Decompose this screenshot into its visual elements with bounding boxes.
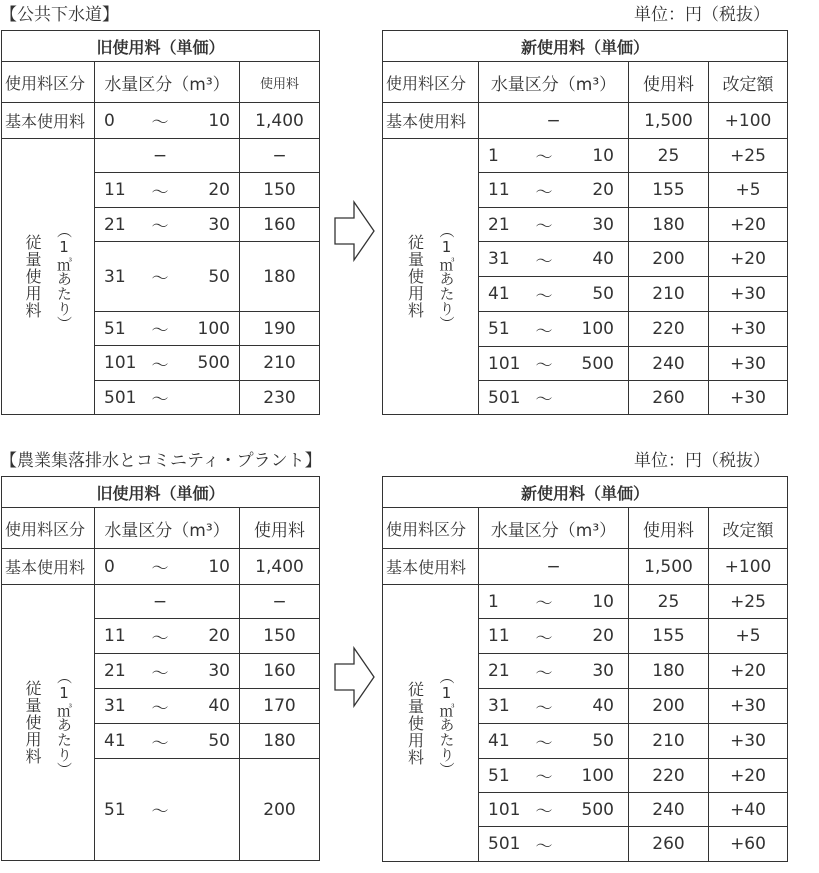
fee-cell: 1,500 xyxy=(629,549,709,585)
s2-new-table-title: 新使用料（単価） xyxy=(383,477,788,508)
right-arrow-icon xyxy=(334,200,376,262)
fee-cell: 150 xyxy=(240,173,320,208)
fee-cell: 155 xyxy=(629,173,709,208)
fee-cell: 180 xyxy=(629,208,709,242)
fee-cell: 240 xyxy=(629,793,709,827)
range-to: 30 xyxy=(208,214,230,235)
volume-range xyxy=(95,585,240,619)
range-from: 41 xyxy=(488,284,510,304)
volume-range xyxy=(95,381,240,415)
range-to: 30 xyxy=(208,661,230,681)
range-from: 31 xyxy=(488,696,510,716)
range-from: 101 xyxy=(488,799,521,820)
diff-cell: +30 xyxy=(709,724,788,759)
fee-cell: 220 xyxy=(629,312,709,347)
range-to: 20 xyxy=(592,626,614,646)
range-separator: 〜 xyxy=(151,217,169,237)
range-from: 21 xyxy=(104,214,126,235)
fee-cell: 200 xyxy=(629,242,709,277)
volume-range xyxy=(479,793,629,827)
range-separator: 〜 xyxy=(535,698,553,719)
section1-title: 【公共下水道】 xyxy=(0,5,119,25)
range-to: 500 xyxy=(197,353,230,373)
range-from: 31 xyxy=(104,266,126,287)
range-separator: 〜 xyxy=(151,321,169,341)
volume-range: − xyxy=(479,103,629,139)
fee-cell: 210 xyxy=(629,277,709,312)
range-separator: 〜 xyxy=(151,733,169,754)
table-row xyxy=(383,139,788,173)
volume-fee-label: 従量使用料 xyxy=(405,680,425,766)
s1-old-basic-label: 基本使用料 xyxy=(2,103,95,139)
range-to: 40 xyxy=(208,696,230,716)
s1-old-header-volume: 水量区分（m³） xyxy=(95,62,240,103)
range-from: 0 xyxy=(104,556,115,577)
diff-cell: +100 xyxy=(709,103,788,139)
s1-new-fee-table xyxy=(382,30,788,415)
fee-cell: 210 xyxy=(240,346,320,381)
range-to: 500 xyxy=(581,799,614,820)
diff-cell: +20 xyxy=(709,208,788,242)
s1-new-volume-label xyxy=(383,139,479,415)
range-to: 100 xyxy=(197,318,230,339)
volume-range xyxy=(95,103,240,139)
volume-range xyxy=(479,381,629,415)
range-from: 0 xyxy=(104,110,115,131)
s2-old-basic-label: 基本使用料 xyxy=(2,549,95,585)
volume-range xyxy=(95,549,240,585)
fee-cell: 180 xyxy=(629,654,709,689)
s2-new-header-volume: 水量区分（m³） xyxy=(479,508,629,549)
volume-range xyxy=(479,347,629,381)
volume-range xyxy=(479,585,629,619)
fee-cell: 220 xyxy=(629,759,709,793)
diff-cell: +30 xyxy=(709,689,788,724)
s1-old-volume-label xyxy=(2,139,95,415)
diff-cell: +25 xyxy=(709,139,788,173)
fee-cell: 155 xyxy=(629,619,709,654)
volume-range xyxy=(479,619,629,654)
range-separator: 〜 xyxy=(151,802,169,822)
diff-cell: +20 xyxy=(709,654,788,689)
table-row xyxy=(383,585,788,619)
range-from: 41 xyxy=(488,731,510,751)
s1-new-table-title: 新使用料（単価） xyxy=(383,31,788,62)
range-from: 31 xyxy=(488,249,510,269)
volume-range xyxy=(479,173,629,208)
volume-range xyxy=(479,654,629,689)
diff-cell: +30 xyxy=(709,381,788,415)
range-separator: 〜 xyxy=(151,698,169,719)
range-to: 10 xyxy=(208,110,230,131)
range-from: 11 xyxy=(488,626,510,646)
right-arrow-icon xyxy=(334,646,376,708)
range-from: 51 xyxy=(488,319,510,339)
range-from: 11 xyxy=(104,180,126,200)
volume-fee-label: 従量使用料 xyxy=(23,680,42,765)
range-from: 21 xyxy=(488,661,510,681)
volume-range xyxy=(479,759,629,793)
fee-cell: 160 xyxy=(240,208,320,242)
volume-range xyxy=(95,759,240,861)
table-row xyxy=(2,549,320,585)
s1-old-table-title: 旧使用料（単価） xyxy=(2,31,320,62)
range-to: 50 xyxy=(592,731,614,751)
range-from: 21 xyxy=(104,661,126,681)
volume-range xyxy=(95,139,240,173)
fee-cell: 1,500 xyxy=(629,103,709,139)
volume-range xyxy=(95,689,240,724)
volume-range xyxy=(95,173,240,208)
fee-cell: 200 xyxy=(629,689,709,724)
section2-title: 【農業集落排水とコミニティ・プラント】 xyxy=(0,451,322,471)
fee-cell: 260 xyxy=(629,381,709,415)
table-row xyxy=(383,103,788,139)
range-to: 50 xyxy=(592,284,614,304)
fee-cell: 190 xyxy=(240,312,320,346)
range-from: 51 xyxy=(104,799,126,820)
fee-cell: 160 xyxy=(240,654,320,689)
range-separator: 〜 xyxy=(151,559,169,579)
fee-cell: 180 xyxy=(240,724,320,759)
s2-old-volume-label xyxy=(2,585,95,861)
range-separator: 〜 xyxy=(535,390,553,410)
section1-unit-label: 単位：円（税抜） xyxy=(634,5,770,25)
range-from: 11 xyxy=(104,626,126,646)
range-to: 30 xyxy=(592,214,614,235)
range-to: 20 xyxy=(208,626,230,646)
range-to: 10 xyxy=(592,591,614,612)
s2-old-fee-table xyxy=(1,476,320,861)
s2-old-header-fee: 使用料 xyxy=(240,508,320,549)
diff-cell: +30 xyxy=(709,312,788,347)
volume-range xyxy=(479,208,629,242)
range-to: 100 xyxy=(581,765,614,786)
diff-cell: +100 xyxy=(709,549,788,585)
volume-range xyxy=(95,346,240,381)
s2-new-header-category: 使用料区分 xyxy=(383,508,479,549)
range-from: 101 xyxy=(488,353,521,374)
range-to: 100 xyxy=(581,319,614,339)
range-separator: 〜 xyxy=(535,768,553,788)
s1-new-header-volume: 水量区分（m³） xyxy=(479,62,629,103)
range-to: 500 xyxy=(581,353,614,374)
range-separator: 〜 xyxy=(151,628,169,649)
range-separator: 〜 xyxy=(535,628,553,649)
range-separator: − xyxy=(152,591,168,612)
per-cubic-meter-label: （1㎥あたり） xyxy=(437,669,456,777)
range-from: 501 xyxy=(488,387,521,408)
volume-fee-label: 従量使用料 xyxy=(405,234,425,319)
diff-cell: +5 xyxy=(709,619,788,654)
diff-cell: +5 xyxy=(709,173,788,208)
range-separator: 〜 xyxy=(535,663,553,684)
range-from: 1 xyxy=(488,591,499,612)
range-separator: − xyxy=(152,145,168,166)
range-separator: 〜 xyxy=(535,148,553,168)
volume-range xyxy=(95,312,240,346)
fee-cell: 25 xyxy=(629,585,709,619)
s1-new-basic-label: 基本使用料 xyxy=(383,103,479,139)
volume-range xyxy=(95,208,240,242)
volume-range xyxy=(479,242,629,277)
range-to: 50 xyxy=(208,266,230,287)
range-to: 10 xyxy=(208,556,230,577)
s2-new-volume-label xyxy=(383,585,479,862)
range-separator: 〜 xyxy=(535,594,553,614)
volume-range: − xyxy=(479,549,629,585)
range-separator: 〜 xyxy=(535,802,553,822)
s2-new-header-fee: 使用料 xyxy=(629,508,709,549)
fee-cell: 1,400 xyxy=(240,103,320,139)
diff-cell: +30 xyxy=(709,277,788,312)
range-from: 501 xyxy=(104,387,137,408)
range-to: 20 xyxy=(592,180,614,200)
range-to: 30 xyxy=(592,661,614,681)
volume-range xyxy=(479,689,629,724)
volume-range xyxy=(479,277,629,312)
diff-cell: +60 xyxy=(709,827,788,862)
table-row xyxy=(2,103,320,139)
table-row xyxy=(383,549,788,585)
range-from: 11 xyxy=(488,180,510,200)
range-from: 51 xyxy=(104,318,126,339)
range-separator: 〜 xyxy=(151,182,169,203)
diff-cell: +20 xyxy=(709,242,788,277)
range-from: 101 xyxy=(104,353,137,373)
range-separator: 〜 xyxy=(535,733,553,754)
volume-range xyxy=(95,619,240,654)
volume-fee-label: 従量使用料 xyxy=(23,234,42,319)
range-to: 40 xyxy=(592,249,614,269)
s2-old-header-volume: 水量区分（m³） xyxy=(95,508,240,549)
range-separator: 〜 xyxy=(535,217,553,237)
range-to: 50 xyxy=(208,731,230,751)
s1-old-header-fee: 使用料 xyxy=(240,62,320,103)
range-separator: 〜 xyxy=(151,355,169,376)
volume-range xyxy=(95,654,240,689)
range-separator: 〜 xyxy=(151,113,169,133)
range-from: 1 xyxy=(488,145,499,166)
s1-old-header-category: 使用料区分 xyxy=(2,62,95,103)
fee-cell: 180 xyxy=(240,242,320,312)
s1-new-header-diff: 改定額 xyxy=(709,62,788,103)
fee-cell: 150 xyxy=(240,619,320,654)
range-separator: 〜 xyxy=(151,663,169,684)
diff-cell: +25 xyxy=(709,585,788,619)
table-row xyxy=(2,585,320,619)
fee-cell: 1,400 xyxy=(240,549,320,585)
range-separator: 〜 xyxy=(535,356,553,376)
fee-cell: − xyxy=(240,139,320,173)
range-separator: 〜 xyxy=(535,321,553,342)
range-to: 10 xyxy=(592,145,614,166)
diff-cell: +20 xyxy=(709,759,788,793)
range-separator: 〜 xyxy=(535,836,553,857)
volume-range xyxy=(479,827,629,862)
per-cubic-meter-label: （1㎥あたり） xyxy=(55,222,73,331)
range-separator: 〜 xyxy=(151,269,169,289)
fee-cell: 210 xyxy=(629,724,709,759)
fee-cell: − xyxy=(240,585,320,619)
range-separator: 〜 xyxy=(151,390,169,410)
range-separator: 〜 xyxy=(535,286,553,307)
fee-cell: 260 xyxy=(629,827,709,862)
s2-old-table-title: 旧使用料（単価） xyxy=(2,477,320,508)
volume-range xyxy=(479,139,629,173)
volume-range xyxy=(95,242,240,312)
range-to: 40 xyxy=(592,696,614,716)
range-from: 501 xyxy=(488,834,521,854)
s1-old-fee-table xyxy=(1,30,320,415)
fee-cell: 230 xyxy=(240,381,320,415)
s2-old-header-category: 使用料区分 xyxy=(2,508,95,549)
s2-new-header-diff: 改定額 xyxy=(709,508,788,549)
volume-range xyxy=(95,724,240,759)
volume-range xyxy=(479,312,629,347)
per-cubic-meter-label: （1㎥あたり） xyxy=(55,668,73,777)
range-from: 21 xyxy=(488,214,510,235)
range-from: 41 xyxy=(104,731,126,751)
diff-cell: +30 xyxy=(709,347,788,381)
s2-new-fee-table xyxy=(382,476,788,862)
s2-new-basic-label: 基本使用料 xyxy=(383,549,479,585)
range-to: 20 xyxy=(208,180,230,200)
range-separator: 〜 xyxy=(535,251,553,272)
fee-cell: 200 xyxy=(240,759,320,861)
fee-cell: 170 xyxy=(240,689,320,724)
s1-new-header-fee: 使用料 xyxy=(629,62,709,103)
s1-new-header-category: 使用料区分 xyxy=(383,62,479,103)
range-separator: 〜 xyxy=(535,182,553,203)
per-cubic-meter-label: （1㎥あたり） xyxy=(437,222,456,331)
section2-unit-label: 単位：円（税抜） xyxy=(634,451,770,471)
table-row xyxy=(2,139,320,173)
fee-cell: 25 xyxy=(629,139,709,173)
diff-cell: +40 xyxy=(709,793,788,827)
range-from: 51 xyxy=(488,765,510,786)
volume-range xyxy=(479,724,629,759)
range-from: 31 xyxy=(104,696,126,716)
fee-cell: 240 xyxy=(629,347,709,381)
